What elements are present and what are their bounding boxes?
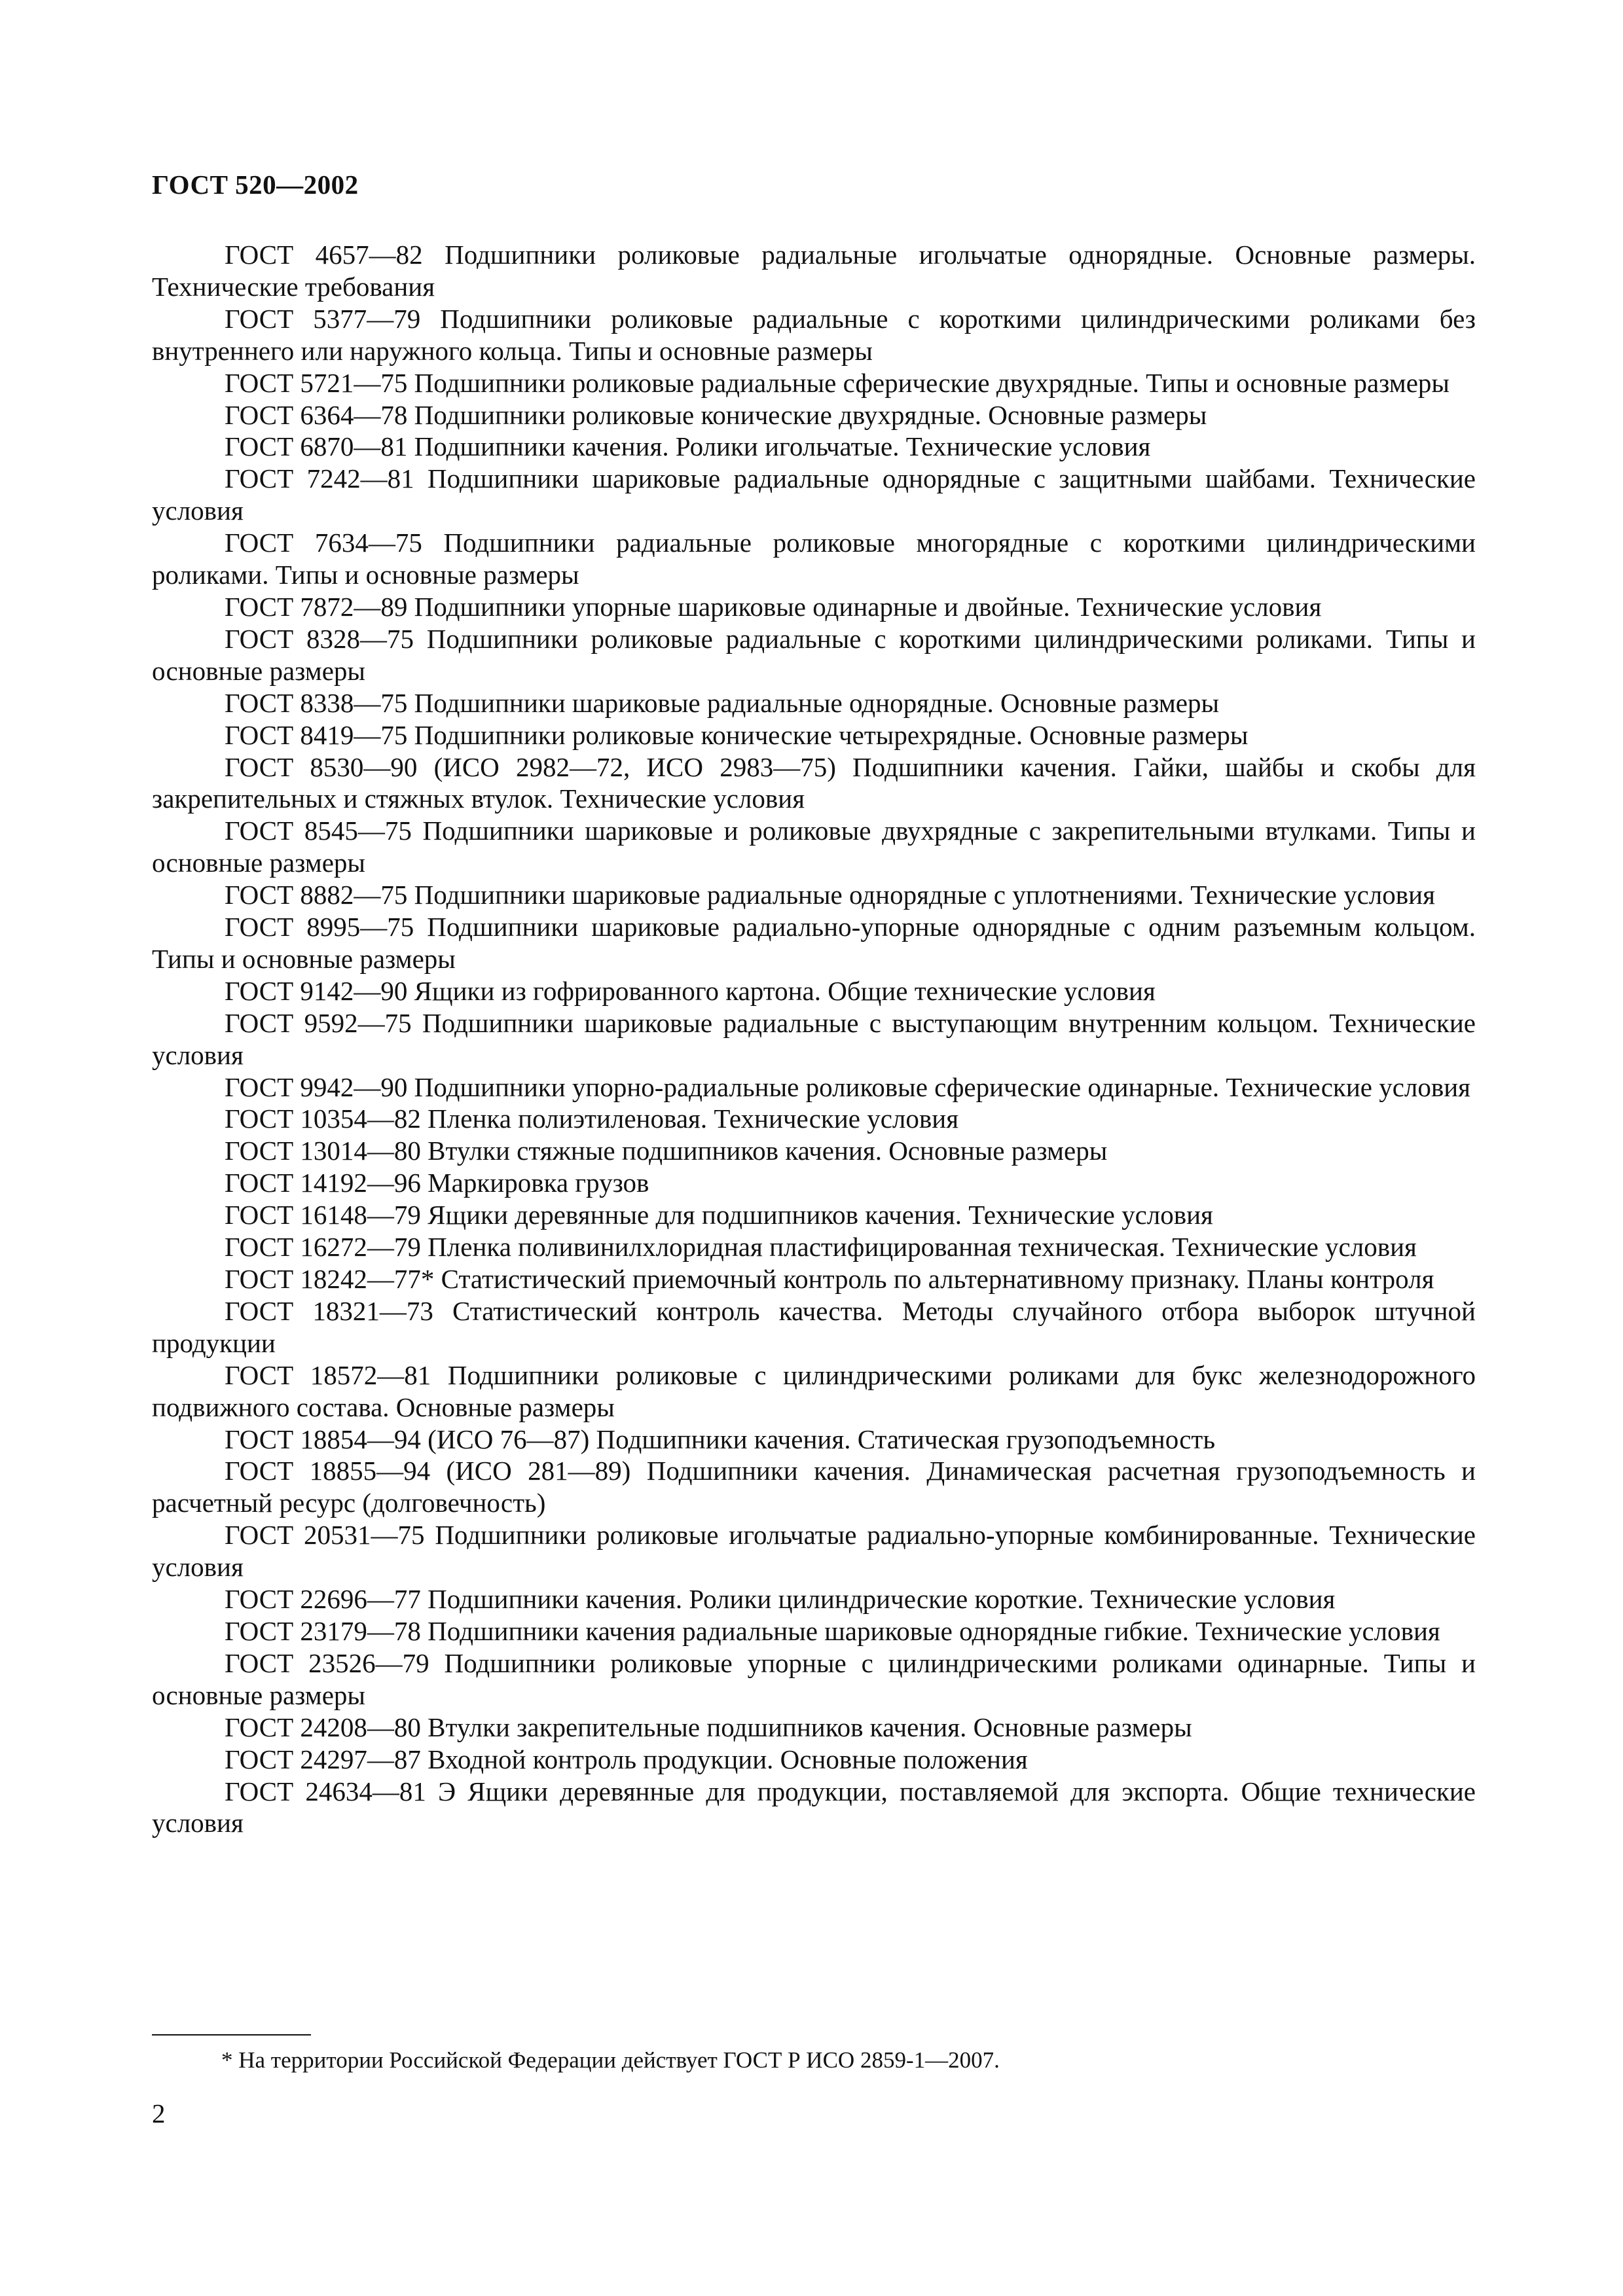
reference-entry: ГОСТ 8882—75 Подшипники шариковые радиальные однорядные с уплотнениями. Технические условия (225, 880, 1435, 910)
reference-list (152, 239, 1476, 1839)
reference-entry: ГОСТ 8328—75 Подшипники роликовые радиальные с короткими цилиндрическими роликами. Типы и основные размеры (152, 623, 1476, 686)
reference-entry: ГОСТ 7872—89 Подшипники упорные шариковые одинарные и двойные. Технические условия (225, 591, 1322, 622)
reference-entry: ГОСТ 24634—81 Э Ящики деревянные для продукции, поставляемой для экспорта. Общие технические условия (152, 1776, 1476, 1839)
reference-entry: ГОСТ 10354—82 Пленка полиэтиленовая. Технические условия (225, 1103, 959, 1134)
page-number: 2 (152, 2098, 166, 2128)
reference-entry: ГОСТ 16272—79 Пленка поливинилхлоридная пластифицированная техническая. Технические условия (225, 1232, 1417, 1263)
reference-entry: ГОСТ 4657—82 Подшипники роликовые радиальные игольчатые однорядные. Основные размеры. Технические требования (152, 240, 1476, 302)
reference-entry: ГОСТ 23179—78 Подшипники качения радиальные шариковые однорядные гибкие. Технические условия (225, 1615, 1440, 1646)
reference-entry: ГОСТ 8995—75 Подшипники шариковые радиально-упорные однорядные с одним разъемным кольцом. Типы и основные размеры (152, 912, 1476, 974)
reference-entry: ГОСТ 7242—81 Подшипники шариковые радиальные однорядные с защитными шайбами. Технические условия (152, 463, 1476, 526)
reference-entry: ГОСТ 22696—77 Подшипники качения. Ролики цилиндрические короткие. Технические условия (225, 1584, 1336, 1615)
reference-entry: ГОСТ 8338—75 Подшипники шариковые радиальные однорядные. Основные размеры (225, 687, 1220, 718)
page-header: ГОСТ 520—2002 (152, 170, 359, 200)
footnote-divider (152, 2034, 311, 2036)
reference-entry: ГОСТ 9142—90 Ящики из гофрированного картона. Общие технические условия (225, 975, 1156, 1006)
reference-entry: ГОСТ 6870—81 Подшипники качения. Ролики игольчатые. Технические условия (225, 431, 1151, 462)
reference-entry: ГОСТ 23526—79 Подшипники роликовые упорные с цилиндрическими роликами одинарные. Типы и основные размеры (152, 1647, 1476, 1710)
reference-entry: ГОСТ 13014—80 Втулки стяжные подшипников качения. Основные размеры (225, 1136, 1108, 1166)
reference-entry: ГОСТ 16148—79 Ящики деревянные для подшипников качения. Технические условия (225, 1200, 1213, 1230)
reference-entry: ГОСТ 18321—73 Статистический контроль качества. Методы случайного отбора выборок штучной продукции (152, 1295, 1476, 1358)
reference-entry: ГОСТ 8545—75 Подшипники шариковые и роликовые двухрядные с закрепительными втулками. Типы и основные размеры (152, 816, 1476, 878)
reference-entry: ГОСТ 18242—77* Статистический приемочный контроль по альтернативному признаку. Планы контроля (225, 1264, 1434, 1294)
reference-entry: ГОСТ 6364—78 Подшипники роликовые конические двухрядные. Основные размеры (225, 399, 1207, 430)
reference-entry: ГОСТ 18855—94 (ИСО 281—89) Подшипники качения. Динамическая расчетная грузоподъемность и расчетный ресурс (долговечность) (152, 1456, 1476, 1518)
reference-entry: ГОСТ 18572—81 Подшипники роликовые с цилиндрическими роликами для букс железнодорожного подвижного состава. Основные размеры (152, 1359, 1476, 1422)
reference-entry: ГОСТ 5721—75 Подшипники роликовые радиальные сферические двухрядные. Типы и основные размеры (225, 367, 1450, 398)
footnote: * На территории Российской Федерации действует ГОСТ Р ИСО 2859-1—2007. (221, 2047, 1000, 2073)
reference-entry: ГОСТ 20531—75 Подшипники роликовые игольчатые радиально-упорные комбинированные. Технические условия (152, 1520, 1476, 1583)
reference-entry: ГОСТ 9592—75 Подшипники шариковые радиальные с выступающим внутренним кольцом. Технические условия (152, 1007, 1476, 1070)
reference-entry: ГОСТ 18854—94 (ИСО 76—87) Подшипники качения. Статическая грузоподъемность (225, 1424, 1216, 1454)
reference-entry: ГОСТ 9942—90 Подшипники упорно-радиальные роликовые сферические одинарные. Технические условия (225, 1071, 1471, 1102)
reference-entry: ГОСТ 8419—75 Подшипники роликовые конические четырехрядные. Основные размеры (225, 719, 1249, 750)
reference-entry: ГОСТ 7634—75 Подшипники радиальные роликовые многорядные с короткими цилиндрическими роликами. Типы и основные размеры (152, 528, 1476, 590)
reference-entry: ГОСТ 24297—87 Входной контроль продукции. Основные положения (225, 1744, 1028, 1774)
reference-entry: ГОСТ 8530—90 (ИСО 2982—72, ИСО 2983—75) Подшипники качения. Гайки, шайбы и скобы для закрепительных и стяжных втулок. Технические условия (152, 751, 1476, 814)
reference-entry: ГОСТ 14192—96 Маркировка грузов (225, 1168, 649, 1198)
reference-entry: ГОСТ 24208—80 Втулки закрепительные подшипников качения. Основные размеры (225, 1712, 1192, 1742)
reference-entry: ГОСТ 5377—79 Подшипники роликовые радиальные с короткими цилиндрическими роликами без внутреннего или наружного кольца. Типы и основные размеры (152, 303, 1476, 366)
